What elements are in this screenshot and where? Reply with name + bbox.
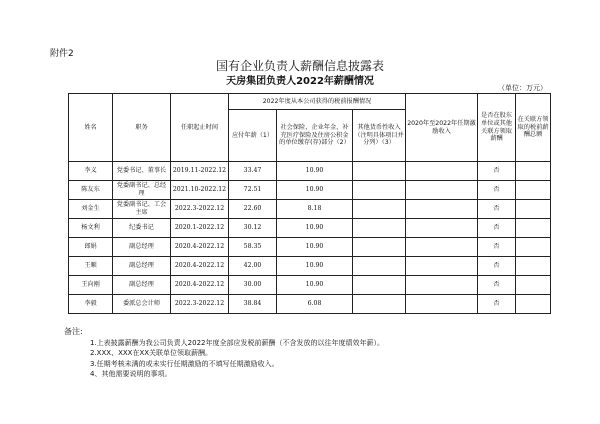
cell-other [353, 276, 406, 295]
cell-incentive [406, 295, 478, 314]
cell-other [353, 219, 406, 238]
cell-incentive [406, 200, 478, 219]
note-item: 2.XXX、XXX在XX关联单位领取薪酬。 [90, 349, 213, 357]
cell-related-pay [516, 200, 551, 219]
cell-other [353, 200, 406, 219]
cell-salary: 38.84 [229, 295, 277, 314]
table-row [69, 181, 551, 200]
cell-name: 杨文利 [69, 219, 113, 238]
cell-incentive [406, 238, 478, 257]
table-row [69, 200, 551, 219]
header-position: 职务 [113, 94, 171, 162]
cell-other [353, 162, 406, 181]
cell-term: 2019.11-2022.12 [171, 162, 229, 181]
cell-position: 副总经理 [113, 238, 171, 257]
document-subtitle: 天房集团负责人2022年薪酬情况 [226, 76, 374, 87]
table-body [69, 162, 551, 314]
cell-related-pay [516, 219, 551, 238]
cell-part-time: 否 [478, 295, 516, 314]
note-item: 1.上表披露薪酬为我公司负责人2022年度全部应发税前薪酬（不含发放的以往年度绩效年薪）。 [90, 338, 384, 347]
cell-term: 2020.4-2022.12 [171, 276, 229, 295]
cell-other [353, 295, 406, 314]
cell-term: 2022.3-2022.12 [171, 200, 229, 219]
cell-position: 党委副书记、总经理 [113, 181, 171, 200]
cell-part-time: 否 [478, 238, 516, 257]
header-related-pay: 在关联方领取的税前薪酬总额 [516, 94, 551, 162]
cell-incentive [406, 257, 478, 276]
cell-incentive [406, 219, 478, 238]
cell-salary: 22.60 [229, 200, 277, 219]
cell-related-pay [516, 257, 551, 276]
salary-table [68, 93, 551, 314]
cell-salary: 58.35 [229, 238, 277, 257]
table-row [69, 162, 551, 181]
cell-insurance: 10.90 [277, 238, 353, 257]
table-row [69, 257, 551, 276]
cell-term: 2020.4-2022.12 [171, 238, 229, 257]
note-item: 3.任期考核未满的或未实行任期激励的不填写任期激励收入。 [90, 359, 279, 368]
cell-insurance: 10.90 [277, 162, 353, 181]
cell-part-time: 否 [478, 257, 516, 276]
cell-salary: 33.47 [229, 162, 277, 181]
header-group: 2022年度从本公司获得的税前报酬情况 [229, 94, 406, 110]
cell-position: 委派总会计师 [113, 295, 171, 314]
notes-section [64, 327, 384, 380]
table-row [69, 276, 551, 295]
cell-name: 王向刚 [69, 276, 113, 295]
header-term: 任职起止时间 [171, 94, 229, 162]
cell-part-time: 否 [478, 219, 516, 238]
cell-other [353, 238, 406, 257]
cell-part-time: 否 [478, 162, 516, 181]
cell-incentive [406, 181, 478, 200]
cell-related-pay [516, 295, 551, 314]
cell-salary: 42.00 [229, 257, 277, 276]
cell-term: 2020.4-2022.12 [171, 257, 229, 276]
cell-salary: 72.51 [229, 181, 277, 200]
cell-part-time: 否 [478, 200, 516, 219]
cell-position: 副总经理 [113, 276, 171, 295]
table-row [69, 219, 551, 238]
cell-related-pay [516, 238, 551, 257]
cell-insurance: 10.90 [277, 181, 353, 200]
note-item: 4、其他需要说明的事项。 [90, 370, 172, 378]
cell-insurance: 10.90 [277, 257, 353, 276]
cell-related-pay [516, 276, 551, 295]
cell-position: 党委副书记、工会主席 [113, 200, 171, 219]
cell-name: 陈友东 [69, 181, 113, 200]
notes-title: 备注: [64, 327, 83, 336]
unit-label: （单位：万元） [498, 84, 547, 92]
cell-position: 党委书记、董事长 [113, 162, 171, 181]
cell-insurance: 10.90 [277, 219, 353, 238]
cell-name: 李义 [69, 162, 113, 181]
cell-name: 刘金生 [69, 200, 113, 219]
cell-other [353, 257, 406, 276]
cell-name: 王顺 [69, 257, 113, 276]
cell-insurance: 10.90 [277, 276, 353, 295]
header-incentive: 2020年至2022年任期激励收入 [406, 94, 478, 162]
cell-salary: 30.00 [229, 276, 277, 295]
cell-incentive [406, 276, 478, 295]
document-title: 国有企业负责人薪酬信息披露表 [215, 59, 384, 73]
cell-salary: 30.12 [229, 219, 277, 238]
header-salary: 应付年薪（1） [229, 110, 277, 162]
cell-name: 李毅 [69, 295, 113, 314]
cell-name: 郎娟 [69, 238, 113, 257]
cell-position: 纪委书记 [113, 219, 171, 238]
header-other: 其他货币性收入（注明具体项目并分列）（3） [353, 110, 406, 162]
cell-term: 2020.1-2022.12 [171, 219, 229, 238]
header-name: 姓名 [69, 94, 113, 162]
cell-part-time: 否 [478, 276, 516, 295]
attachment-label: 附件2 [50, 49, 74, 59]
cell-term: 2022.3-2022.12 [171, 295, 229, 314]
cell-related-pay [516, 181, 551, 200]
header-insurance: 社会保险、企业年金、补充医疗保险及住房公积金的单位缴存(存)部分（2） [277, 110, 353, 162]
cell-related-pay [516, 162, 551, 181]
cell-position: 副总经理 [113, 257, 171, 276]
header-part-time: 是否在股东单位或其他关联方领取薪酬 [478, 94, 516, 162]
table-row [69, 238, 551, 257]
cell-term: 2021.10-2022.12 [171, 181, 229, 200]
cell-other [353, 181, 406, 200]
cell-insurance: 8.18 [277, 200, 353, 219]
cell-insurance: 6.08 [277, 295, 353, 314]
cell-part-time: 否 [478, 181, 516, 200]
cell-incentive [406, 162, 478, 181]
table-row [69, 295, 551, 314]
